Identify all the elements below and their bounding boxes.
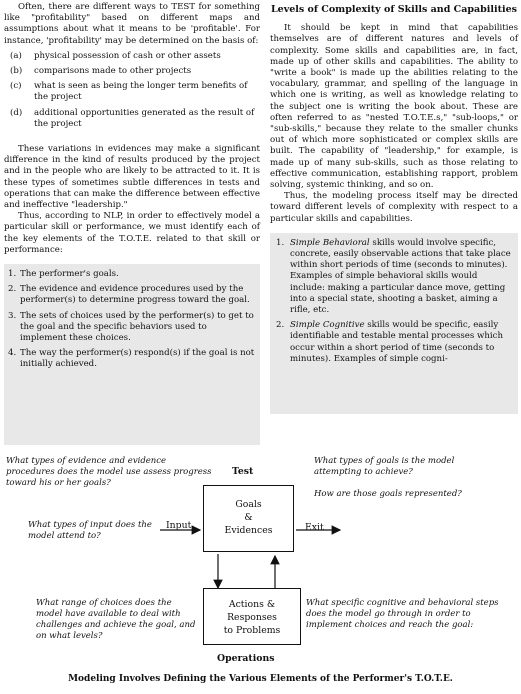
exit-label: Exit — [305, 522, 324, 533]
list-item — [8, 311, 255, 345]
choices-question: What range of choices does the model have available to deal with challenges and achieve the goal, and on what levels? — [36, 598, 196, 641]
profitability-cases-list — [4, 51, 260, 130]
input-label: Input — [166, 520, 192, 531]
list-item — [10, 108, 260, 130]
level-description: skills would involve specific, concrete, easily observable actions that take place within short periods of time (seconds to minutes). Examples of simple behavioral skills would include: making a particular dance move, getting into a special state, shooting a basket, aiming a rifle, etc. — [290, 237, 511, 316]
list-text: comparisons made to other projects — [34, 66, 192, 77]
list-marker: (d) — [10, 107, 23, 118]
evidence-question: What types of evidence and evidence procedures does the model use assess progress toward his or her goals? — [6, 456, 212, 488]
variations-paragraph: These variations in evidences may make a significant difference in the kind of results produced by the project and in the people who are likely to be attracted to it. It is these types of sometimes subtle differences in tests and operations that can make the difference between effective and ineffective "leadership." — [4, 144, 260, 211]
list-item — [276, 320, 513, 365]
test-label: Test — [232, 466, 254, 477]
box-line: & — [244, 512, 253, 523]
list-item — [8, 284, 255, 306]
list-item — [8, 348, 255, 370]
list-item — [10, 81, 260, 103]
modeling-paragraph: Thus, according to NLP, in order to effectively model a particular skill or performance, we must identify each of the key elements of the T.O.T.E. related to that skill or performance: — [4, 211, 260, 255]
box-line: to Problems — [223, 625, 281, 636]
list-marker: (b) — [10, 66, 23, 77]
box-line: Responses — [227, 612, 277, 623]
list-text: The way the performer(s) respond(s) if the goal is not initially achieved. — [20, 348, 255, 370]
skill-levels-box — [270, 233, 518, 414]
list-marker: 4. — [8, 348, 17, 359]
level-term: Simple Cognitive — [290, 320, 365, 331]
list-marker: (a) — [10, 50, 22, 61]
level-description: skills would be specific, easily identifiable and testable mental processes which occur within a short period of time (seconds to minutes). Examples of simple cogni- — [290, 320, 504, 364]
list-item — [10, 66, 260, 77]
list-marker: 1. — [8, 269, 17, 280]
list-text: The performer's goals. — [20, 269, 119, 280]
tote-elements-box — [4, 264, 260, 445]
list-text: physical possession of cash or other assets — [34, 50, 221, 61]
actions-responses-box — [203, 588, 301, 645]
list-item — [8, 269, 255, 280]
operations-label: Operations — [217, 653, 275, 664]
intro-paragraph: Often, there are different ways to TEST for something like "profitability" based on different maps and assumptions about what it means to be 'profitable'. For instance, 'profitability' may be determined on the basis of: — [4, 2, 260, 46]
list-item — [10, 51, 260, 62]
list-marker: 1. — [276, 237, 285, 248]
represented-question: How are those goals represented? — [314, 489, 462, 499]
direction-paragraph: Thus, the modeling process itself may be directed toward different levels of complexity with respect to a particular skills and capabilities. — [270, 191, 518, 224]
box-line: Evidences — [224, 525, 273, 536]
list-text: additional opportunities generated as the result of the project — [34, 107, 255, 129]
goals-evidences-box — [203, 485, 294, 552]
box-line: Goals — [235, 499, 262, 510]
goals-question: What types of goals is the model attempting to achieve? — [314, 456, 455, 477]
box-line: Actions & — [228, 599, 276, 610]
steps-question: What specific cognitive and behavioral steps does the model go through in order to implement choices and reach the goal: — [306, 598, 499, 630]
list-text — [290, 320, 513, 365]
list-marker: 2. — [276, 320, 285, 331]
list-marker: (c) — [10, 81, 22, 92]
list-marker: 2. — [8, 284, 17, 295]
list-text: what is seen as being the longer term benefits of the project — [34, 81, 248, 103]
right-column — [270, 2, 518, 414]
list-item — [276, 238, 513, 316]
diagram-caption: Modeling Involves Defining the Various Elements of the Performer's T.O.T.E. — [68, 674, 453, 684]
tote-diagram — [0, 452, 521, 694]
left-column — [4, 2, 260, 445]
input-question: What types of input does the model attend to? — [28, 520, 152, 541]
list-marker: 3. — [8, 310, 17, 321]
level-term: Simple Behavioral — [290, 237, 370, 248]
list-text: The sets of choices used by the performer(s) to get to the goal and the specific behaviors used to implement these choices. — [20, 310, 254, 344]
section-title: Levels of Complexity of Skills and Capabilities — [270, 4, 518, 15]
list-text — [290, 238, 513, 316]
complexity-paragraph: It should be kept in mind that capabilities themselves are of different natures and levels of complexity. Some skills and capabilities are, in fact, made up of other skills and capabilities. The ability to "write a book" is made up the abilities relating to the vocabulary, grammar, and spelling of the language in which one is writing, as well as knowledge relating to the subject one is writing the book about. These are often referred to as "nested T.O.T.E.s," "sub-loops," or "sub-skills," because they relate to the smaller chunks out of which more sophisticated or complex skills are built. The capability of "leadership," for example, is made up of many sub-skills, such as those relating to effective communication, establishing rapport, problem solving, systemic thinking, and so on. — [270, 23, 518, 191]
list-text: The evidence and evidence procedures used by the performer(s) to determine progress toward the goal. — [20, 284, 250, 306]
